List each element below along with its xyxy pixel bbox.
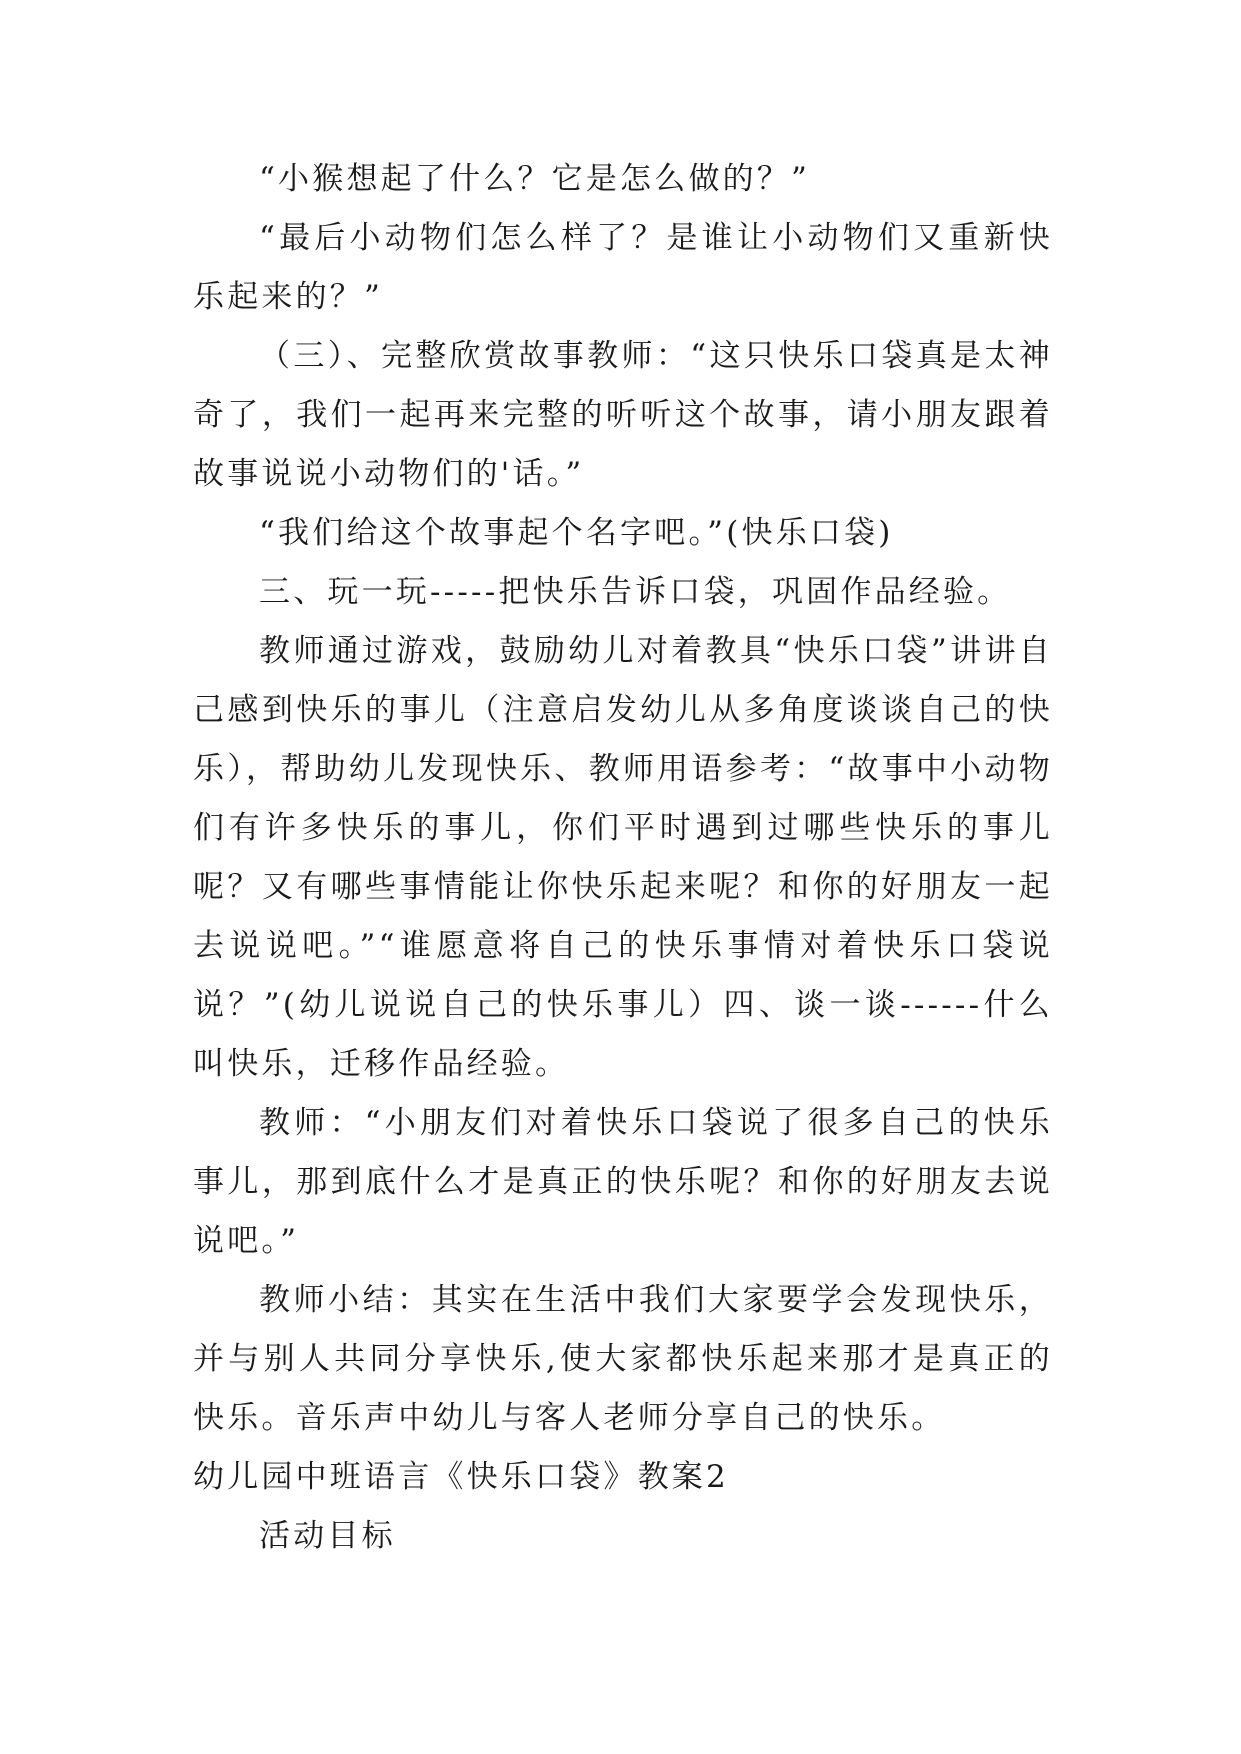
section-title: 幼儿园中班语言《快乐口袋》教案2 (193, 1459, 729, 1495)
paragraph-monkey-question: “小猴想起了什么？它是怎么做的？” (259, 161, 811, 197)
paragraph-story-name: “我们给这个故事起个名字吧。”(快乐口袋) (259, 515, 894, 551)
paragraph-play-section: 三、玩一玩-----把快乐告诉口袋，巩固作品经验。 (259, 574, 1012, 610)
paragraph-full-story: （三）、完整欣赏故事教师：“这只快乐口袋真是太神奇了，我们一起再来完整的听听这个故事，请小朋友跟着故事说说小动物们的'话。” (193, 338, 1053, 492)
document-page (193, 150, 1053, 1566)
subheading-activity-goals: 活动目标 (259, 1518, 396, 1554)
paragraph-animals-question: “最后小动物们怎么样了？是谁让小动物们又重新快乐起来的？” (193, 220, 1053, 315)
paragraph-teacher-game: 教师通过游戏，鼓励幼儿对着教具“快乐口袋”讲讲自己感到快乐的事儿（注意启发幼儿从多角度谈谈自己的快乐），帮助幼儿发现快乐、教师用语参考：“故事中小动物们有许多快乐的事儿，你们平时遇到过哪些快乐的事儿呢？又有哪些事情能让你快乐起来呢？和你的好朋友一起去说说吧。”“谁愿意将自己的快乐事情对着快乐口袋说说？”(幼儿说说自己的快乐事儿）四、谈一谈------什么叫快乐，迁移作品经验。 (193, 633, 1053, 1082)
paragraph-teacher-summary: 教师小结：其实在生活中我们大家要学会发现快乐，并与别人共同分享快乐,使大家都快乐起来那才是真正的快乐。音乐声中幼儿与客人老师分享自己的快乐。 (193, 1282, 1053, 1436)
paragraph-teacher-question: 教师：“小朋友们对着快乐口袋说了很多自己的快乐事儿，那到底什么才是真正的快乐呢？和你的好朋友去说说吧。” (193, 1105, 1053, 1259)
